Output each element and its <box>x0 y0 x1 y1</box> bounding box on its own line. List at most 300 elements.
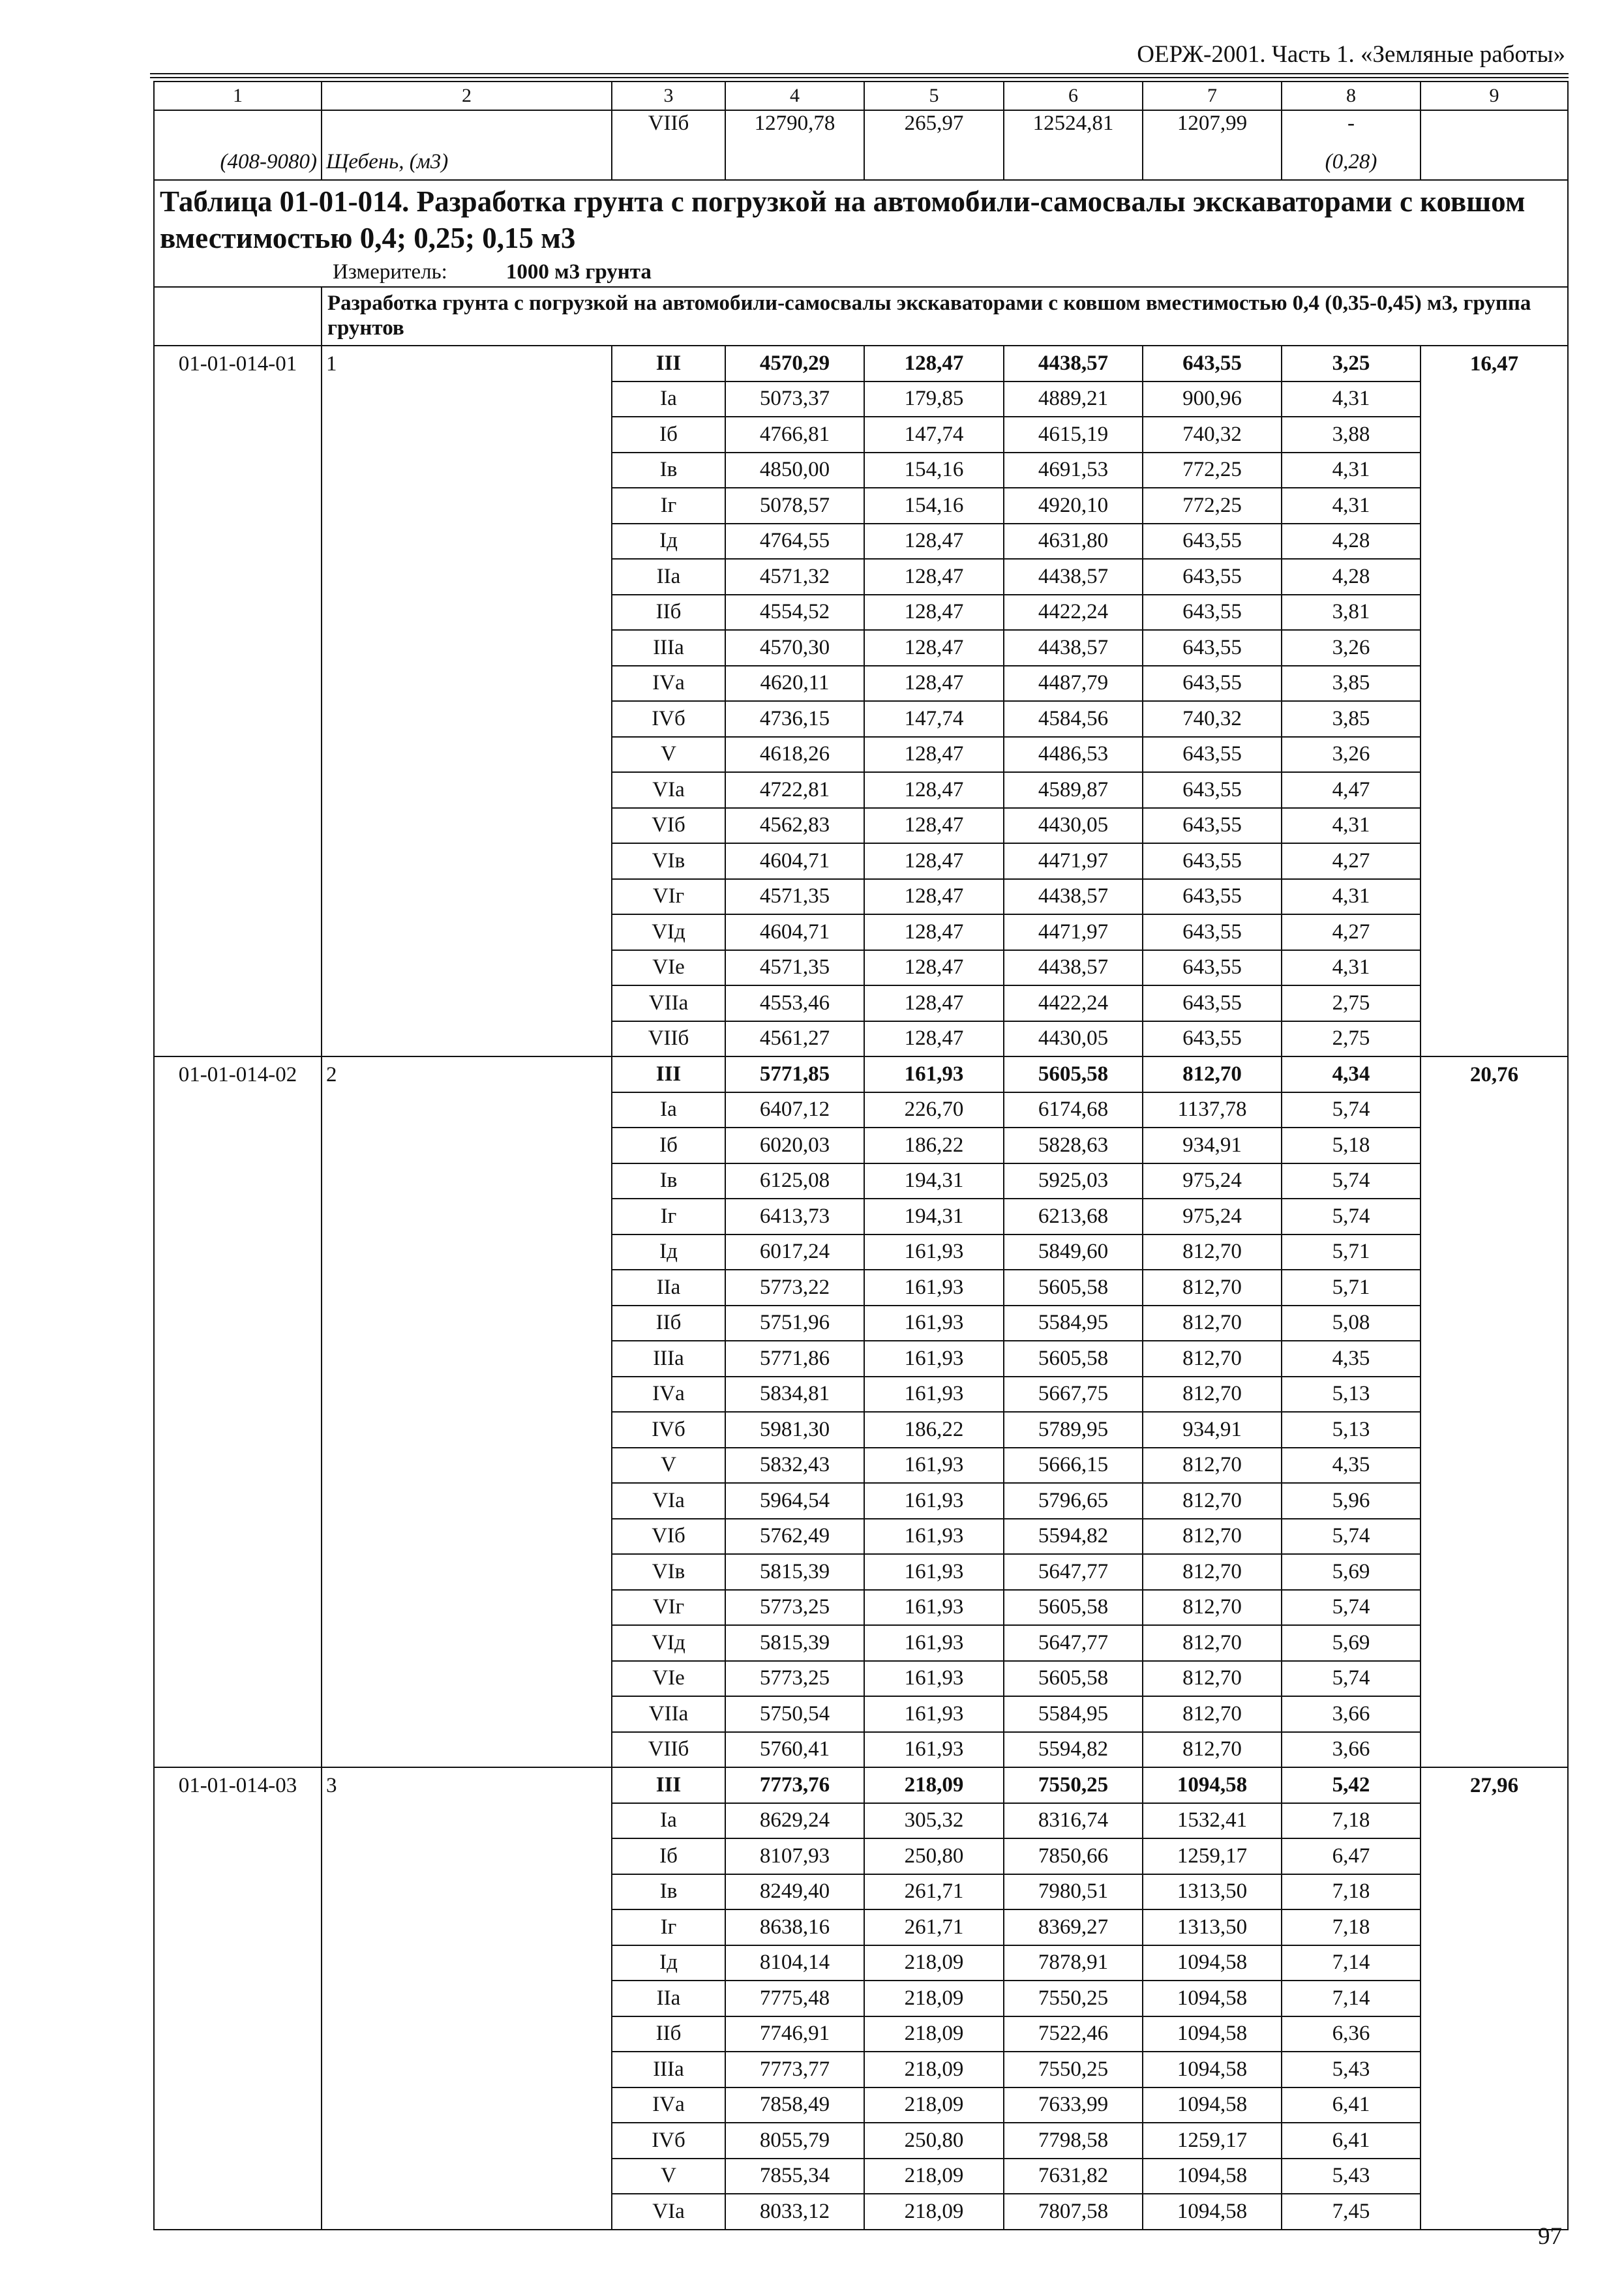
value-cell: 900,96 <box>1143 382 1282 417</box>
value-cell: 5789,95 <box>1004 1412 1143 1448</box>
value-cell: 8369,27 <box>1004 1909 1143 1945</box>
value-cell: 5584,95 <box>1004 1306 1143 1341</box>
value-cell: 4,31 <box>1282 488 1421 524</box>
carry-blank <box>1421 145 1568 181</box>
value-cell: 4,31 <box>1282 808 1421 844</box>
soil-group-cell: Iд <box>612 1945 725 1981</box>
value-cell: 4553,46 <box>725 985 864 1021</box>
soil-group-cell: V <box>612 2159 725 2194</box>
value-cell: 4,31 <box>1282 879 1421 915</box>
value-cell: 812,70 <box>1143 1270 1282 1306</box>
rate-number: 1 <box>322 346 612 1056</box>
value-cell: 5815,39 <box>725 1554 864 1590</box>
value-cell: 643,55 <box>1143 914 1282 950</box>
value-cell: 161,93 <box>864 1483 1004 1519</box>
value-cell: 218,09 <box>864 1767 1004 1803</box>
value-cell: 4562,83 <box>725 808 864 844</box>
value-cell: 4487,79 <box>1004 666 1143 702</box>
value-cell: 5594,82 <box>1004 1519 1143 1555</box>
value-cell: 7633,99 <box>1004 2087 1143 2123</box>
value-cell: 812,70 <box>1143 1448 1282 1484</box>
value-cell: 1137,78 <box>1143 1092 1282 1128</box>
value-cell: 812,70 <box>1143 1554 1282 1590</box>
value-cell: 161,93 <box>864 1341 1004 1377</box>
value-cell: 4589,87 <box>1004 772 1143 808</box>
soil-group-cell: VIв <box>612 1554 725 1590</box>
value-cell: 5,71 <box>1282 1234 1421 1270</box>
value-cell: 4571,32 <box>725 559 864 595</box>
value-cell: 8104,14 <box>725 1945 864 1981</box>
section-blank <box>154 287 322 346</box>
value-cell: 4736,15 <box>725 701 864 737</box>
value-cell: 5647,77 <box>1004 1554 1143 1590</box>
value-cell: 772,25 <box>1143 488 1282 524</box>
value-cell: 4850,00 <box>725 453 864 488</box>
value-cell: 5,42 <box>1282 1767 1421 1803</box>
value-cell: 6,41 <box>1282 2123 1421 2159</box>
value-cell: 812,70 <box>1143 1696 1282 1732</box>
value-cell: 812,70 <box>1143 1590 1282 1626</box>
value-cell: 7522,46 <box>1004 2016 1143 2052</box>
soil-group-cell: Iг <box>612 488 725 524</box>
soil-group-cell: V <box>612 737 725 773</box>
value-cell: 4766,81 <box>725 417 864 453</box>
value-cell: 161,93 <box>864 1590 1004 1626</box>
soil-group-cell: Iа <box>612 1092 725 1128</box>
value-cell: 812,70 <box>1143 1234 1282 1270</box>
value-cell: 218,09 <box>864 2194 1004 2230</box>
column-number: 6 <box>1004 82 1143 110</box>
value-cell: 4570,30 <box>725 630 864 666</box>
value-cell: 7631,82 <box>1004 2159 1143 2194</box>
value-cell: 6174,68 <box>1004 1092 1143 1128</box>
value-cell: 250,80 <box>864 1838 1004 1874</box>
value-cell: 812,70 <box>1143 1341 1282 1377</box>
value-cell: 4,31 <box>1282 382 1421 417</box>
value-cell: 812,70 <box>1143 1483 1282 1519</box>
soil-group-cell: VIIа <box>612 985 725 1021</box>
value-cell: 5,69 <box>1282 1625 1421 1661</box>
value-cell: 4584,56 <box>1004 701 1143 737</box>
value-cell: 5762,49 <box>725 1519 864 1555</box>
value-cell: 6413,73 <box>725 1199 864 1234</box>
value-cell: 4486,53 <box>1004 737 1143 773</box>
value-cell: 5073,37 <box>725 382 864 417</box>
value-cell: 5773,25 <box>725 1590 864 1626</box>
value-cell: 8107,93 <box>725 1838 864 1874</box>
value-cell: 643,55 <box>1143 985 1282 1021</box>
value-cell: 4438,57 <box>1004 630 1143 666</box>
value-cell: 643,55 <box>1143 666 1282 702</box>
soil-group-cell: IVб <box>612 1412 725 1448</box>
table-title-cell <box>154 180 1568 287</box>
value-cell: 4722,81 <box>725 772 864 808</box>
rate-number: 3 <box>322 1767 612 2230</box>
value-cell: 1259,17 <box>1143 1838 1282 1874</box>
carry-c9-blank <box>1421 110 1568 145</box>
value-cell: 128,47 <box>864 950 1004 986</box>
rate-code: 01-01-014-01 <box>154 346 322 1056</box>
value-cell: 6213,68 <box>1004 1199 1143 1234</box>
value-cell: 4631,80 <box>1004 524 1143 560</box>
value-cell: 5605,58 <box>1004 1056 1143 1092</box>
value-cell: 161,93 <box>864 1270 1004 1306</box>
value-cell: 5,43 <box>1282 2159 1421 2194</box>
soil-group-cell: IIб <box>612 2016 725 2052</box>
value-cell: 161,93 <box>864 1377 1004 1413</box>
value-cell: 5667,75 <box>1004 1377 1143 1413</box>
value-cell: 186,22 <box>864 1412 1004 1448</box>
value-cell: 5605,58 <box>1004 1661 1143 1697</box>
carry-c4: 12790,78 <box>725 110 864 145</box>
value-cell: 5925,03 <box>1004 1163 1143 1199</box>
value-cell: 5849,60 <box>1004 1234 1143 1270</box>
value-cell: 5796,65 <box>1004 1483 1143 1519</box>
value-cell: 128,47 <box>864 772 1004 808</box>
value-cell: 740,32 <box>1143 417 1282 453</box>
carry-c8-top: - <box>1282 110 1421 145</box>
soil-group-cell: IIа <box>612 1981 725 2016</box>
value-cell: 812,70 <box>1143 1732 1282 1768</box>
value-cell: 128,47 <box>864 630 1004 666</box>
value-cell: 218,09 <box>864 1945 1004 1981</box>
value-cell: 161,93 <box>864 1554 1004 1590</box>
value-cell: 643,55 <box>1143 595 1282 631</box>
carry-c6: 12524,81 <box>1004 110 1143 145</box>
value-cell: 5,71 <box>1282 1270 1421 1306</box>
value-cell: 3,88 <box>1282 417 1421 453</box>
value-cell: 5605,58 <box>1004 1590 1143 1626</box>
value-cell: 5594,82 <box>1004 1732 1143 1768</box>
value-cell: 4,28 <box>1282 559 1421 595</box>
value-cell: 4471,97 <box>1004 914 1143 950</box>
soil-group-cell: IIб <box>612 1306 725 1341</box>
value-cell: 1313,50 <box>1143 1909 1282 1945</box>
value-cell: 7,14 <box>1282 1981 1421 2016</box>
value-cell: 2,75 <box>1282 985 1421 1021</box>
carry-blank <box>1004 145 1143 181</box>
value-cell: 8316,74 <box>1004 1803 1143 1839</box>
soil-group-cell: VIг <box>612 879 725 915</box>
section-heading: Разработка грунта с погрузкой на автомобили-самосвалы экскаваторами с ковшом вместимостью 0,4 (0,35-0,45) м3, группа грунтов <box>322 287 1568 346</box>
value-cell: 261,71 <box>864 1874 1004 1910</box>
value-cell: 7,18 <box>1282 1803 1421 1839</box>
table-title: Таблица 01-01-014. Разработка грунта с погрузкой на автомобили-самосвалы экскаваторами с ковшом вместимостью 0,4; 0,25; 0,15 м3 <box>160 185 1526 255</box>
value-cell: 8629,24 <box>725 1803 864 1839</box>
value-cell: 5,69 <box>1282 1554 1421 1590</box>
value-cell: 218,09 <box>864 2016 1004 2052</box>
value-cell: 7550,25 <box>1004 1767 1143 1803</box>
value-cell: 812,70 <box>1143 1377 1282 1413</box>
value-cell: 5981,30 <box>725 1412 864 1448</box>
soil-group-cell: Iд <box>612 1234 725 1270</box>
value-cell: 5,43 <box>1282 2052 1421 2087</box>
value-cell: 128,47 <box>864 595 1004 631</box>
value-cell: 5605,58 <box>1004 1270 1143 1306</box>
value-cell: 161,93 <box>864 1448 1004 1484</box>
soil-group-cell: VIIб <box>612 1021 725 1057</box>
value-cell: 5773,22 <box>725 1270 864 1306</box>
value-cell: 161,93 <box>864 1234 1004 1270</box>
soil-group-cell: IIа <box>612 559 725 595</box>
value-cell: 147,74 <box>864 701 1004 737</box>
value-cell: 1094,58 <box>1143 2052 1282 2087</box>
value-cell: 147,74 <box>864 417 1004 453</box>
carry-c7: 1207,99 <box>1143 110 1282 145</box>
soil-group-cell: IIб <box>612 595 725 631</box>
value-cell: 4604,71 <box>725 843 864 879</box>
value-cell: 643,55 <box>1143 950 1282 986</box>
value-cell: 128,47 <box>864 559 1004 595</box>
carry-blank <box>864 145 1004 181</box>
value-cell: 5605,58 <box>1004 1341 1143 1377</box>
value-cell: 5,74 <box>1282 1519 1421 1555</box>
soil-group-cell: IVа <box>612 2087 725 2123</box>
value-cell: 161,93 <box>864 1732 1004 1768</box>
soil-group-cell: Iа <box>612 1803 725 1839</box>
value-cell: 3,85 <box>1282 701 1421 737</box>
value-cell: 1532,41 <box>1143 1803 1282 1839</box>
value-cell: 7550,25 <box>1004 1981 1143 2016</box>
value-cell: 4,27 <box>1282 843 1421 879</box>
value-cell: 128,47 <box>864 737 1004 773</box>
value-cell: 934,91 <box>1143 1412 1282 1448</box>
soil-group-cell: Iг <box>612 1199 725 1234</box>
value-cell: 4438,57 <box>1004 879 1143 915</box>
value-cell: 4,28 <box>1282 524 1421 560</box>
value-cell: 5832,43 <box>725 1448 864 1484</box>
value-cell: 4438,57 <box>1004 950 1143 986</box>
labor-cost: 16,47 <box>1421 346 1568 1056</box>
value-cell: 128,47 <box>864 843 1004 879</box>
value-cell: 5,08 <box>1282 1306 1421 1341</box>
value-cell: 4430,05 <box>1004 1021 1143 1057</box>
value-cell: 4889,21 <box>1004 382 1143 417</box>
value-cell: 154,16 <box>864 453 1004 488</box>
value-cell: 1094,58 <box>1143 1945 1282 1981</box>
value-cell: 218,09 <box>864 2052 1004 2087</box>
value-cell: 2,75 <box>1282 1021 1421 1057</box>
value-cell: 4,35 <box>1282 1341 1421 1377</box>
value-cell: 261,71 <box>864 1909 1004 1945</box>
carry-group: VIIб <box>612 110 725 145</box>
value-cell: 5,96 <box>1282 1483 1421 1519</box>
value-cell: 4430,05 <box>1004 808 1143 844</box>
soil-group-cell: IVа <box>612 666 725 702</box>
soil-group-cell: Iд <box>612 524 725 560</box>
soil-group-cell: VIе <box>612 1661 725 1697</box>
value-cell: 4570,29 <box>725 346 864 382</box>
soil-group-cell: VIIб <box>612 1732 725 1768</box>
soil-group-cell: Iб <box>612 417 725 453</box>
value-cell: 4604,71 <box>725 914 864 950</box>
value-cell: 5,18 <box>1282 1128 1421 1163</box>
value-cell: 3,81 <box>1282 595 1421 631</box>
value-cell: 5750,54 <box>725 1696 864 1732</box>
value-cell: 5,74 <box>1282 1163 1421 1199</box>
value-cell: 643,55 <box>1143 737 1282 773</box>
value-cell: 1094,58 <box>1143 2087 1282 2123</box>
rate-number: 2 <box>322 1056 612 1767</box>
soil-group-cell: IIIа <box>612 2052 725 2087</box>
value-cell: 3,26 <box>1282 737 1421 773</box>
value-cell: 7798,58 <box>1004 2123 1143 2159</box>
value-cell: 4471,97 <box>1004 843 1143 879</box>
value-cell: 6,47 <box>1282 1838 1421 1874</box>
soil-group-cell: Iв <box>612 453 725 488</box>
value-cell: 975,24 <box>1143 1199 1282 1234</box>
value-cell: 3,66 <box>1282 1732 1421 1768</box>
carry-c5: 265,97 <box>864 110 1004 145</box>
value-cell: 812,70 <box>1143 1056 1282 1092</box>
value-cell: 161,93 <box>864 1056 1004 1092</box>
value-cell: 250,80 <box>864 2123 1004 2159</box>
value-cell: 194,31 <box>864 1199 1004 1234</box>
value-cell: 8249,40 <box>725 1874 864 1910</box>
value-cell: 6,36 <box>1282 2016 1421 2052</box>
value-cell: 643,55 <box>1143 1021 1282 1057</box>
soil-group-cell: VIIа <box>612 1696 725 1732</box>
measure-label: Измеритель: <box>333 260 447 284</box>
soil-group-cell: IIIа <box>612 1341 725 1377</box>
soil-group-cell: Iв <box>612 1163 725 1199</box>
value-cell: 6,41 <box>1282 2087 1421 2123</box>
column-number: 4 <box>725 82 864 110</box>
resource-name: Щебень, (м3) <box>322 145 612 181</box>
value-cell: 4571,35 <box>725 950 864 986</box>
value-cell: 8638,16 <box>725 1909 864 1945</box>
value-cell: 4,31 <box>1282 950 1421 986</box>
value-cell: 934,91 <box>1143 1128 1282 1163</box>
soil-group-cell: Iг <box>612 1909 725 1945</box>
value-cell: 5,13 <box>1282 1377 1421 1413</box>
value-cell: 643,55 <box>1143 772 1282 808</box>
value-cell: 3,85 <box>1282 666 1421 702</box>
value-cell: 5,74 <box>1282 1199 1421 1234</box>
value-cell: 643,55 <box>1143 559 1282 595</box>
soil-group-cell: Iб <box>612 1838 725 1874</box>
carry-name-blank <box>322 110 612 145</box>
measure-line <box>333 257 1562 287</box>
soil-group-cell: VIв <box>612 843 725 879</box>
value-cell: 5828,63 <box>1004 1128 1143 1163</box>
value-cell: 740,32 <box>1143 701 1282 737</box>
soil-group-cell: VIа <box>612 1483 725 1519</box>
value-cell: 4920,10 <box>1004 488 1143 524</box>
value-cell: 5,74 <box>1282 1092 1421 1128</box>
value-cell: 975,24 <box>1143 1163 1282 1199</box>
value-cell: 7,14 <box>1282 1945 1421 1981</box>
value-cell: 161,93 <box>864 1306 1004 1341</box>
value-cell: 1259,17 <box>1143 2123 1282 2159</box>
rate-code: 01-01-014-02 <box>154 1056 322 1767</box>
value-cell: 5584,95 <box>1004 1696 1143 1732</box>
value-cell: 5647,77 <box>1004 1625 1143 1661</box>
soil-group-cell: IVб <box>612 701 725 737</box>
header-rule <box>150 73 1569 74</box>
value-cell: 7855,34 <box>725 2159 864 2194</box>
value-cell: 1094,58 <box>1143 1981 1282 2016</box>
value-cell: 128,47 <box>864 808 1004 844</box>
value-cell: 5773,25 <box>725 1661 864 1697</box>
value-cell: 8033,12 <box>725 2194 864 2230</box>
value-cell: 128,47 <box>864 985 1004 1021</box>
value-cell: 7807,58 <box>1004 2194 1143 2230</box>
value-cell: 8055,79 <box>725 2123 864 2159</box>
column-number: 5 <box>864 82 1004 110</box>
value-cell: 4571,35 <box>725 879 864 915</box>
labor-cost: 27,96 <box>1421 1767 1568 2230</box>
value-cell: 305,32 <box>864 1803 1004 1839</box>
value-cell: 4,47 <box>1282 772 1421 808</box>
column-number: 8 <box>1282 82 1421 110</box>
soil-group-cell: VIа <box>612 772 725 808</box>
value-cell: 186,22 <box>864 1128 1004 1163</box>
value-cell: 128,47 <box>864 914 1004 950</box>
value-cell: 161,93 <box>864 1625 1004 1661</box>
value-cell: 5,74 <box>1282 1590 1421 1626</box>
value-cell: 218,09 <box>864 2159 1004 2194</box>
column-number-row <box>154 82 1568 110</box>
value-cell: 4554,52 <box>725 595 864 631</box>
value-cell: 4422,24 <box>1004 985 1143 1021</box>
value-cell: 643,55 <box>1143 346 1282 382</box>
value-cell: 4618,26 <box>725 737 864 773</box>
value-cell: 643,55 <box>1143 879 1282 915</box>
table-row <box>154 346 1568 382</box>
value-cell: 5,13 <box>1282 1412 1421 1448</box>
value-cell: 3,66 <box>1282 1696 1421 1732</box>
soil-group-cell: Iа <box>612 382 725 417</box>
carry-row-top <box>154 110 1568 145</box>
value-cell: 772,25 <box>1143 453 1282 488</box>
value-cell: 5,74 <box>1282 1661 1421 1697</box>
soil-group-cell: III <box>612 1767 725 1803</box>
value-cell: 7550,25 <box>1004 2052 1143 2087</box>
value-cell: 4561,27 <box>725 1021 864 1057</box>
value-cell: 812,70 <box>1143 1519 1282 1555</box>
value-cell: 643,55 <box>1143 630 1282 666</box>
table-row <box>154 1056 1568 1092</box>
labor-cost: 20,76 <box>1421 1056 1568 1767</box>
soil-group-cell: III <box>612 1056 725 1092</box>
soil-group-cell: VIб <box>612 808 725 844</box>
value-cell: 218,09 <box>864 1981 1004 2016</box>
table-row <box>154 1767 1568 1803</box>
value-cell: 5751,96 <box>725 1306 864 1341</box>
value-cell: 1313,50 <box>1143 1874 1282 1910</box>
value-cell: 4764,55 <box>725 524 864 560</box>
column-number: 7 <box>1143 82 1282 110</box>
column-number: 2 <box>322 82 612 110</box>
value-cell: 4691,53 <box>1004 453 1143 488</box>
value-cell: 4615,19 <box>1004 417 1143 453</box>
value-cell: 7,18 <box>1282 1874 1421 1910</box>
value-cell: 161,93 <box>864 1696 1004 1732</box>
soil-group-cell: V <box>612 1448 725 1484</box>
soil-group-cell: Iб <box>612 1128 725 1163</box>
value-cell: 161,93 <box>864 1661 1004 1697</box>
value-cell: 7775,48 <box>725 1981 864 2016</box>
value-cell: 4422,24 <box>1004 595 1143 631</box>
value-cell: 643,55 <box>1143 808 1282 844</box>
value-cell: 7746,91 <box>725 2016 864 2052</box>
value-cell: 226,70 <box>864 1092 1004 1128</box>
column-number: 9 <box>1421 82 1568 110</box>
value-cell: 5964,54 <box>725 1483 864 1519</box>
soil-group-cell: VIд <box>612 914 725 950</box>
value-cell: 643,55 <box>1143 843 1282 879</box>
